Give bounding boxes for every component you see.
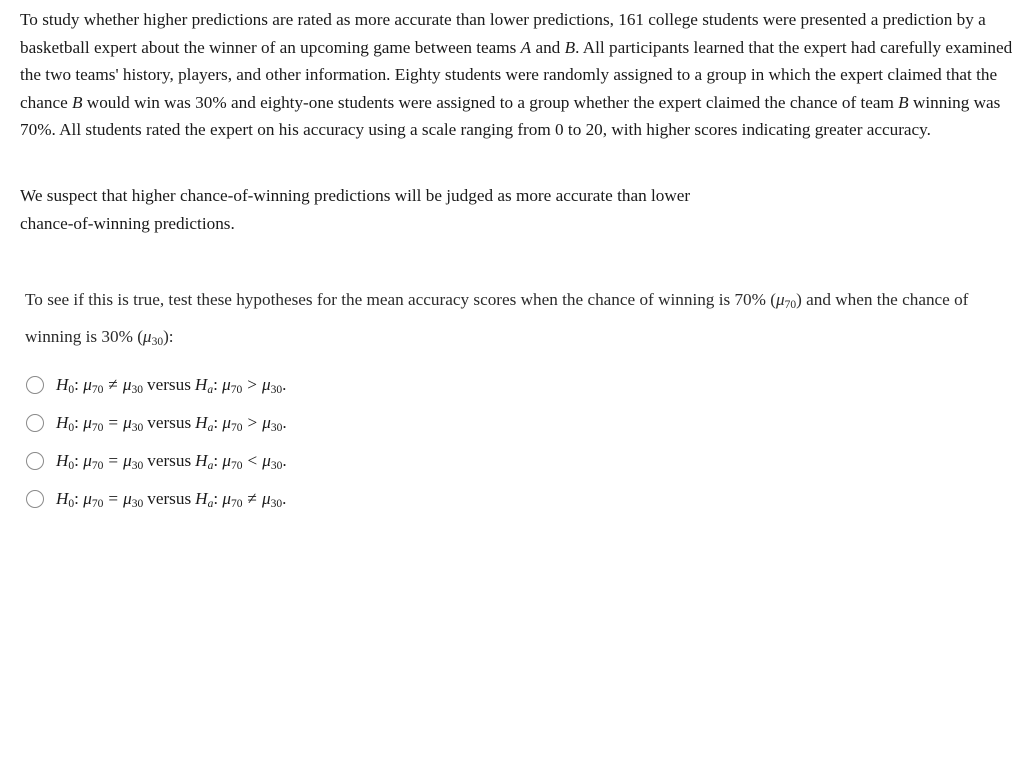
radio-button-4[interactable] (26, 490, 44, 508)
option-3-ha-relation: < (247, 450, 258, 470)
intro-seg-3: . All participants learned that the expert had carefully examined the two teams' history, players, and other information. Eighty students were randomly assigned to a group in which the expert claimed that the chance (20, 37, 1013, 112)
answer-options (26, 366, 626, 518)
suspect-line-2: chance-of-winning predictions. (20, 213, 235, 233)
option-4-h0-relation: = (108, 488, 119, 508)
option-3-h0-relation: = (108, 450, 119, 470)
mu-30-subscript: 30 (151, 336, 164, 348)
option-2-h0-relation: = (108, 412, 119, 432)
team-b-2: B (72, 92, 83, 112)
option-1[interactable] (26, 366, 626, 404)
mu-70-subscript: 70 (784, 299, 797, 311)
option-4-label: $H_0$: $\mu_{70} = \mu_{30}$ versus Ha: $\mu_{70} \ne \mu_{30}$. (56, 488, 287, 510)
option-1-label: $H_0$: $\mu_{70} \ne \mu_{30}$ versus Ha: $\mu_{70} > \mu_{30}$. (56, 374, 287, 396)
suspect-line-1: We suspect that higher chance-of-winning predictions will be judged as more accurate than lower (20, 186, 691, 205)
intro-seg-4: would win was 30% and eighty-one students were assigned to a group whether the expert claimed the chance of team (82, 92, 899, 112)
intro-seg-1: To study whether higher predictions are rated as more accurate than lower predictions, 161 college students were presented a prediction by a basketball expert about the winner of an upcoming game between teams (20, 10, 986, 57)
mu-70-symbol: μ (776, 290, 785, 309)
team-b-3: B (898, 92, 909, 112)
problem-text (20, 6, 1020, 144)
option-1-ha-relation: > (247, 374, 257, 394)
hypothesis-statement (20, 182, 820, 237)
mu-30-symbol: μ (142, 327, 152, 346)
question-part-2: ) and when the chance of winning is 30% ( (25, 290, 969, 346)
question-part-3: ): (163, 327, 174, 346)
problem-statement (20, 6, 1020, 144)
question-part-1: To see if this is true, test these hypotheses for the mean accuracy scores when the chance of winning is 70% ( (25, 290, 776, 309)
option-4-ha-relation: ≠ (247, 488, 257, 508)
option-3-label: $H_0$: $\mu_{70} = \mu_{30}$ versus Ha: $\mu_{70} < \mu_{30}$. (56, 450, 287, 472)
radio-button-3[interactable] (26, 452, 44, 470)
option-1-h0-relation: ≠ (108, 374, 118, 394)
radio-button-2[interactable] (26, 414, 44, 432)
option-4[interactable] (26, 480, 626, 518)
option-2-ha-relation: > (247, 412, 258, 432)
option-2-label: $H_0$: $\mu_{70} = \mu_{30}$ versus Ha: $\mu_{70} > \mu_{30}$. (56, 412, 287, 434)
intro-seg-2: and (531, 37, 565, 57)
option-2[interactable] (26, 404, 626, 442)
option-3[interactable] (26, 442, 626, 480)
radio-button-1[interactable] (26, 376, 44, 394)
team-a: A (520, 37, 532, 57)
team-b: B (564, 37, 576, 57)
question-prompt (25, 284, 1015, 358)
intro-seg-5: winning was 70%. All students rated the expert on his accuracy using a scale ranging from 0 to 20, with higher scores indicating greater accuracy. (20, 92, 1001, 140)
